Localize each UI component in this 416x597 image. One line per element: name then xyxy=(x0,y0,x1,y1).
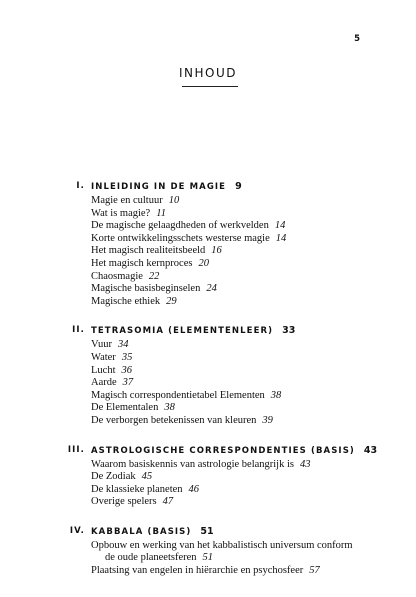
chapter-items xyxy=(91,339,416,427)
toc-entry-page: 37 xyxy=(122,377,134,389)
chapter-heading xyxy=(0,178,416,195)
toc-entry-text: Plaatsing van engelen in hiërarchie en psychosfeer xyxy=(91,565,304,577)
toc-entry xyxy=(91,565,416,578)
toc-entry-text-continued: de oude planeetsferen xyxy=(105,552,197,564)
toc-entry xyxy=(91,352,416,365)
toc-entry xyxy=(91,208,416,221)
chapter-title-text: ASTROLOGISCHE CORRESPONDENTIES (BASIS) xyxy=(91,445,355,456)
toc-entry xyxy=(91,283,416,296)
toc-entry-text: De magische gelaagdheden of werkvelden xyxy=(91,220,269,232)
toc-entry-page: 16 xyxy=(211,245,222,257)
toc-entry-text: Lucht xyxy=(91,364,116,376)
toc-entry xyxy=(91,220,416,233)
toc-entry-page: 14 xyxy=(275,232,287,244)
chapter-items xyxy=(91,540,416,578)
chapter-number: II. xyxy=(72,325,85,336)
toc-entry xyxy=(91,377,416,390)
toc-entry-page: 24 xyxy=(206,283,217,295)
toc-entry xyxy=(91,402,416,415)
toc-entry-page: 35 xyxy=(121,351,133,363)
toc-entry-page: 11 xyxy=(156,207,166,219)
chapter xyxy=(0,178,416,308)
toc-entry xyxy=(91,540,416,565)
toc-entry-text: Opbouw en werking van het kabbalistisch universum conform xyxy=(91,539,353,551)
page-title: INHOUD xyxy=(178,66,237,80)
toc-entry xyxy=(91,484,416,497)
toc-entry xyxy=(91,195,416,208)
toc-entry-text: Korte ontwikkelingsschets westerse magie xyxy=(91,232,270,244)
toc-entry-text: De klassieke planeten xyxy=(91,483,183,495)
chapter-number: I. xyxy=(76,181,85,191)
toc-entry xyxy=(91,245,416,258)
toc-entry-text: Magische ethiek xyxy=(91,295,161,307)
toc-entry-text: Magisch correspondentietabel Elementen xyxy=(91,389,265,401)
toc-entry-page: 38 xyxy=(164,402,175,414)
chapter-title xyxy=(91,322,295,340)
chapter xyxy=(0,442,416,509)
chapter-title-text: KABBALA (BASIS) xyxy=(91,526,192,537)
toc-entry-text: Het magisch realiteitsbeeld xyxy=(91,245,206,257)
title-underline xyxy=(182,86,238,87)
toc-entry-text: Chaosmagie xyxy=(91,270,143,282)
chapter-page-number: 51 xyxy=(200,525,214,537)
chapter xyxy=(0,322,416,427)
chapter-heading xyxy=(0,442,416,459)
chapter-page-number: 43 xyxy=(363,444,378,456)
toc-entry-text: Magie en cultuur xyxy=(91,195,163,206)
toc-entry xyxy=(91,271,416,284)
toc-entry-text: Vuur xyxy=(91,339,112,351)
toc-entry-page: 14 xyxy=(274,220,286,232)
toc-entry-text: Wat is magie? xyxy=(91,207,151,219)
toc-entry xyxy=(91,415,416,428)
toc-entry-page: 43 xyxy=(299,458,311,470)
toc-entry-page: 39 xyxy=(262,414,273,426)
chapter-items xyxy=(91,459,416,509)
chapter-title-text: INLEIDING IN DE MAGIE xyxy=(91,182,227,192)
toc-entry-text: Magische basisbeginselen xyxy=(91,283,201,295)
chapter-title xyxy=(91,442,377,460)
toc-entry xyxy=(91,390,416,403)
chapter-heading xyxy=(0,322,416,339)
chapter-page-number: 9 xyxy=(235,181,242,192)
toc-entry xyxy=(91,233,416,246)
toc-entry-page: 38 xyxy=(270,389,282,401)
toc-entry xyxy=(91,296,416,309)
toc-entry-page: 29 xyxy=(166,295,177,307)
chapter-page-number: 33 xyxy=(282,325,296,337)
toc-entry-page: 10 xyxy=(168,195,180,206)
toc-entry xyxy=(91,365,416,378)
chapter xyxy=(0,523,416,578)
table-of-contents xyxy=(0,178,416,592)
toc-entry-page: 34 xyxy=(117,339,129,351)
chapter-title xyxy=(91,523,214,541)
toc-entry-page: 45 xyxy=(141,471,153,483)
toc-entry-page: 36 xyxy=(121,364,132,376)
toc-entry-text: Water xyxy=(91,351,116,363)
toc-entry-page: 20 xyxy=(198,257,209,269)
toc-entry-text: De verborgen betekenissen van kleuren xyxy=(91,414,257,426)
chapter-items xyxy=(91,195,416,308)
toc-entry-page: 46 xyxy=(188,483,200,495)
chapter-number: III. xyxy=(67,444,85,455)
toc-entry xyxy=(91,339,416,352)
toc-entry-text: Overige spelers xyxy=(91,496,157,508)
toc-entry-text: De Zodiak xyxy=(91,471,136,483)
toc-entry-text: Waarom basiskennis van astrologie belangrijk is xyxy=(91,458,294,470)
chapter-number: IV. xyxy=(69,525,85,536)
toc-entry xyxy=(91,258,416,271)
toc-entry-page: 57 xyxy=(309,565,320,577)
toc-entry-page: 22 xyxy=(148,270,160,282)
toc-entry xyxy=(91,471,416,484)
toc-entry xyxy=(91,496,416,509)
toc-entry xyxy=(91,459,416,472)
chapter-heading xyxy=(0,523,416,540)
chapter-title-text: TETRASOMIA (ELEMENTENLEER) xyxy=(91,326,274,337)
toc-entry-text: Aarde xyxy=(91,377,117,389)
toc-entry-page: 47 xyxy=(162,496,174,508)
toc-entry-text: Het magisch kernproces xyxy=(91,257,193,269)
toc-entry-continuation xyxy=(91,552,416,565)
toc-entry-text: De Elementalen xyxy=(91,402,159,414)
toc-entry-page: 51 xyxy=(202,552,214,564)
chapter-title xyxy=(91,178,242,196)
page-number: 5 xyxy=(354,34,360,44)
